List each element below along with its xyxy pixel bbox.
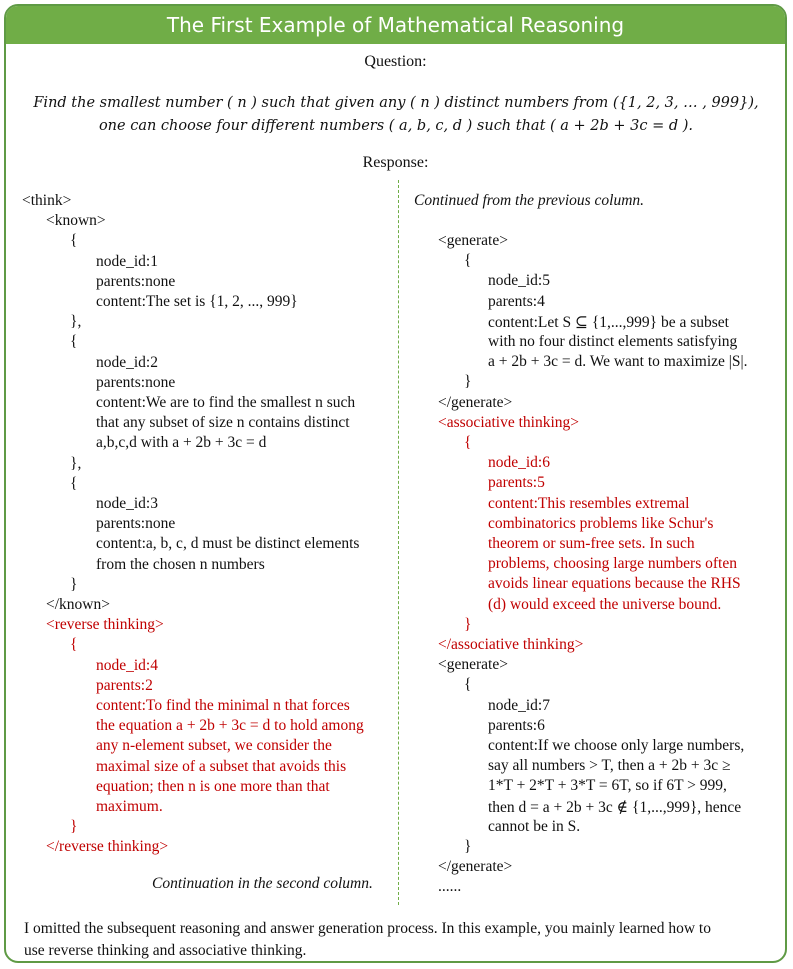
left-line: parents:none (96, 515, 176, 533)
left-line: { (70, 232, 78, 250)
left-line: }, (70, 454, 82, 472)
footer-line-1: I omitted the subsequent reasoning and answer generation process. In this example, you mainly learned how to (24, 920, 711, 937)
left-line: content:a, b, c, d must be distinct elements (96, 535, 360, 553)
column-divider (398, 180, 399, 905)
left-line: { (70, 474, 78, 492)
left-line: </known> (46, 596, 110, 613)
question-text (26, 92, 766, 138)
left-line: { (70, 636, 78, 654)
right-line: <generate> (438, 232, 508, 249)
right-line: parents:6 (488, 716, 545, 734)
question-label: Question: (364, 53, 427, 70)
right-line: } (464, 838, 472, 855)
left-line: <known> (46, 212, 106, 230)
right-line: ...... (438, 878, 462, 896)
left-continuation-note: Continuation in the second column. (152, 875, 373, 892)
left-line: </reverse thinking> (46, 838, 169, 856)
right-line: { (464, 252, 472, 270)
left-line: <think> (22, 192, 72, 209)
right-line: a + 2b + 3c = d. We want to maximize |S|. (488, 353, 748, 371)
left-line: node_id:1 (96, 252, 158, 270)
right-line: cannot be in S. (488, 817, 581, 835)
left-line: parents:none (96, 272, 176, 290)
right-line: </generate> (438, 393, 513, 411)
right-line: { (464, 676, 472, 694)
question-line-1: Find the smallest number ( n ) such that given any ( n ) distinct numbers from ({1, 2, 3, … , 999}), (33, 95, 759, 111)
right-line: (d) would exceed the universe bound. (488, 595, 722, 613)
right-line: } (464, 615, 472, 633)
question-line-2: one can choose four different numbers ( a, b, c, d ) such that ( a + 2b + 3c = d ). (98, 118, 694, 134)
left-line: parents:none (96, 373, 176, 391)
left-line: } (70, 818, 78, 836)
right-line: <generate> (438, 656, 508, 674)
right-line: node_id:7 (488, 696, 550, 714)
left-line: content:To find the minimal n that forces (96, 697, 350, 714)
right-line: parents:4 (488, 292, 545, 310)
right-line: content:If we choose only large numbers, (488, 737, 745, 754)
right-line: content:This resembles extremal (488, 494, 690, 512)
right-line: problems, choosing large numbers often (488, 555, 737, 573)
right-line: node_id:6 (488, 454, 550, 472)
left-line: node_id:2 (96, 353, 158, 371)
left-line: { (70, 333, 78, 351)
left-line: a,b,c,d with a + 2b + 3c = d (96, 434, 267, 452)
right-line: theorem or sum-free sets. In such (488, 535, 695, 552)
right-line: with no four distinct elements satisfying (488, 333, 738, 350)
left-line: <reverse thinking> (46, 616, 164, 634)
right-continued-note: Continued from the previous column. (414, 192, 645, 209)
right-line: say all numbers > T, then a + 2b + 3c ≥ (488, 757, 731, 775)
left-line: the equation a + 2b + 3c = d to hold among (96, 717, 364, 735)
left-line: that any subset of size n contains distinct (96, 414, 350, 432)
right-line: } (464, 373, 472, 391)
left-line: maximal size of a subset that avoids this (96, 757, 347, 775)
right-line: combinatorics problems like Schur's (488, 514, 714, 532)
left-line: node_id:4 (96, 656, 158, 674)
left-line: maximum. (96, 798, 163, 815)
right-line: { (464, 434, 472, 451)
card-title: The First Example of Mathematical Reasoning (6, 6, 785, 44)
left-line: content:We are to find the smallest n such (96, 394, 356, 411)
right-line: content:Let S ⊆ {1,...,999} be a subset (488, 313, 729, 331)
right-line: </associative thinking> (438, 636, 584, 653)
left-line: from the chosen n numbers (96, 555, 265, 573)
right-line: </generate> (438, 858, 513, 876)
response-label: Response: (362, 154, 429, 171)
right-line: avoids linear equations because the RHS (488, 575, 741, 593)
right-line: then d = a + 2b + 3c ∉ {1,...,999}, hence (488, 798, 742, 816)
left-line: node_id:3 (96, 495, 158, 512)
left-line: content:The set is {1, 2, ..., 999} (96, 293, 298, 310)
right-line: <associative thinking> (438, 413, 580, 431)
example-card (4, 4, 787, 963)
right-line: 1*T + 2*T + 3*T = 6T, so if 6T > 999, (488, 777, 727, 795)
footer-line-2: use reverse thinking and associative thinking. (24, 942, 307, 959)
footer-note (24, 918, 774, 962)
left-line: any n-element subset, we consider the (96, 737, 332, 755)
left-line: equation; then n is one more than that (96, 777, 330, 795)
right-line: parents:5 (488, 474, 545, 492)
left-line: }, (70, 313, 82, 331)
left-line: } (70, 575, 78, 593)
right-line: node_id:5 (488, 272, 550, 290)
left-line: parents:2 (96, 676, 153, 694)
